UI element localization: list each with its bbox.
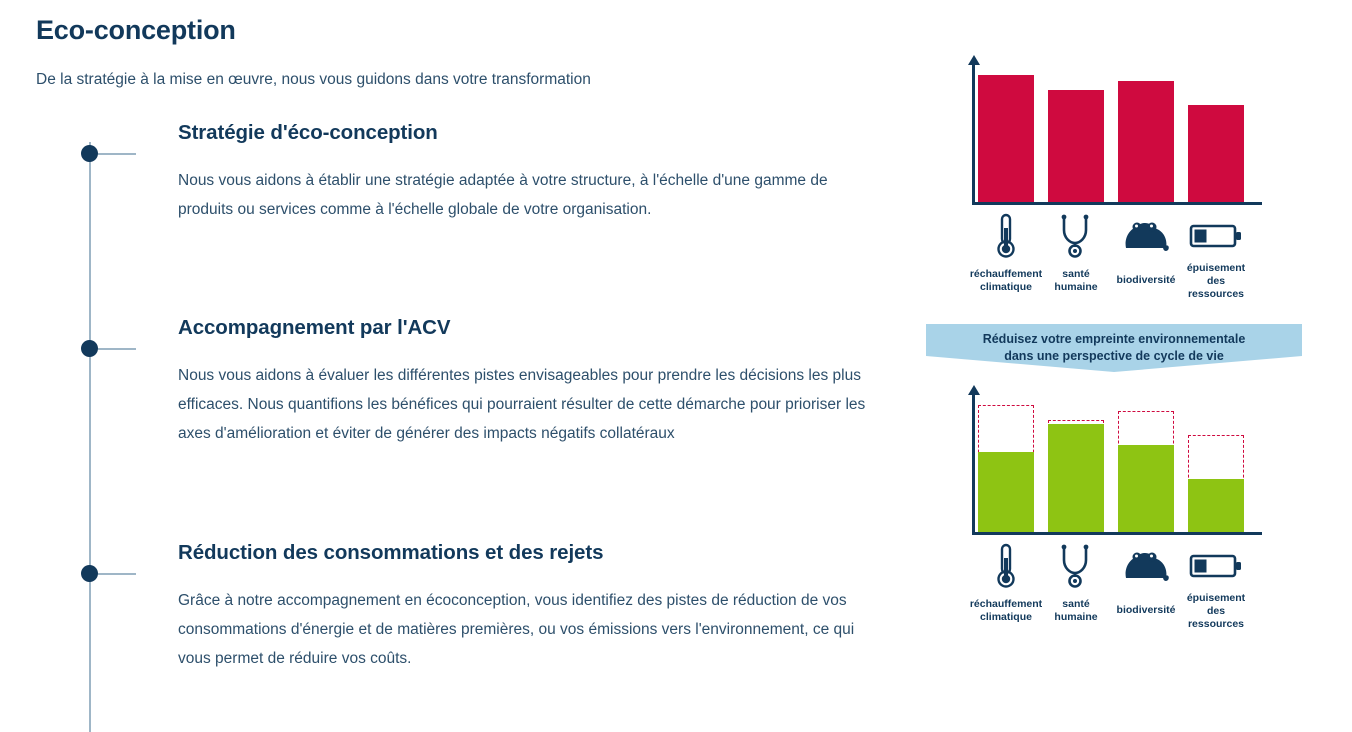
timeline-dot-icon (81, 565, 98, 582)
cat-label-epuisement: épuisement des ressources (1186, 592, 1246, 630)
page-subtitle: De la stratégie à la mise en œuvre, nous vous guidons dans votre transformation (36, 71, 591, 88)
frog-icon (1116, 540, 1176, 592)
battery-icon (1186, 540, 1246, 592)
header-block (36, 10, 896, 93)
bar-reduced-epuisement-ressources (1188, 479, 1244, 532)
timeline-connector (98, 573, 136, 575)
chart-x-axis (972, 532, 1262, 535)
chart-before-labels (938, 262, 1278, 314)
cat-label-biodiversite: biodiversité (1116, 274, 1176, 286)
cat-label-epuisement: épuisement des ressources (1186, 262, 1246, 300)
chart-before-plot (938, 52, 1268, 202)
timeline-axis-line (89, 142, 91, 732)
bar-reduced-biodiversite (1118, 445, 1174, 532)
banner-text (926, 331, 1302, 365)
timeline (36, 118, 896, 718)
bar-reduced-rechauffement-climatique (978, 452, 1034, 532)
timeline-connector (98, 348, 136, 350)
chart-after-plot (938, 382, 1268, 532)
chart-before-icon-row (938, 210, 1268, 268)
page-title: Eco-conception (36, 15, 236, 45)
bar-reduced-sante-humaine (1048, 424, 1104, 532)
chart-y-axis (972, 64, 975, 204)
chart-y-axis (972, 394, 975, 534)
chart-after-icon-row (938, 540, 1268, 598)
banner-line-2: dans une perspective de cycle de vie (1004, 349, 1224, 363)
cat-label-rechauffement: réchauffement climatique (969, 598, 1043, 623)
timeline-item-heading: Accompagnement par l'ACV (178, 316, 451, 339)
timeline-item-text: Nous vous aidons à évaluer les différentes pistes envisageables pour prendre les décisions les plus efficaces. Nous quantifions les bénéfices qui pourraient résulter de cette démarche pour prioriser les axes d'amélioration et éviter de générer des impacts négatifs collatéraux (178, 367, 866, 442)
bar-epuisement-ressources (1188, 105, 1244, 202)
banner-line-1: Réduisez votre empreinte environnementale (982, 332, 1246, 346)
banner (926, 324, 1302, 372)
bar-biodiversite (1118, 81, 1174, 202)
chart-before (938, 52, 1288, 314)
bar-rechauffement-climatique (978, 75, 1034, 202)
timeline-item-heading: Réduction des consommations et des rejets (178, 541, 604, 564)
chart-after (938, 382, 1288, 644)
timeline-item-body (178, 118, 878, 224)
bar-sante-humaine (1048, 90, 1104, 202)
chart-after-labels (938, 592, 1278, 644)
cat-label-biodiversite: biodiversité (1116, 604, 1176, 616)
timeline-item-heading: Stratégie d'éco-conception (178, 121, 438, 144)
timeline-item-text: Nous vous aidons à établir une stratégie adaptée à votre structure, à l'échelle d'une gamme de produits ou services comme à l'échelle globale de votre organisation. (178, 172, 828, 218)
thermometer-icon (976, 540, 1036, 592)
stethoscope-icon (1046, 210, 1106, 262)
timeline-dot-icon (81, 145, 98, 162)
cat-label-sante: santé humaine (1054, 598, 1098, 623)
chart-x-axis (972, 202, 1262, 205)
frog-icon (1116, 210, 1176, 262)
stethoscope-icon (1046, 540, 1106, 592)
thermometer-icon (976, 210, 1036, 262)
timeline-item-body (178, 313, 878, 448)
cat-label-sante: santé humaine (1054, 268, 1098, 293)
battery-icon (1186, 210, 1246, 262)
eco-impact-graphic (920, 52, 1320, 672)
timeline-item-body (178, 538, 878, 673)
timeline-item-text: Grâce à notre accompagnement en écoconception, vous identifiez des pistes de réduction de vos consommations d'énergie et de matières premières, ou vos émissions vers l'environnement, ce qui vous permet de réduire vos coûts. (178, 592, 855, 667)
timeline-dot-icon (81, 340, 98, 357)
timeline-connector (98, 153, 136, 155)
cat-label-rechauffement: réchauffement climatique (969, 268, 1043, 293)
